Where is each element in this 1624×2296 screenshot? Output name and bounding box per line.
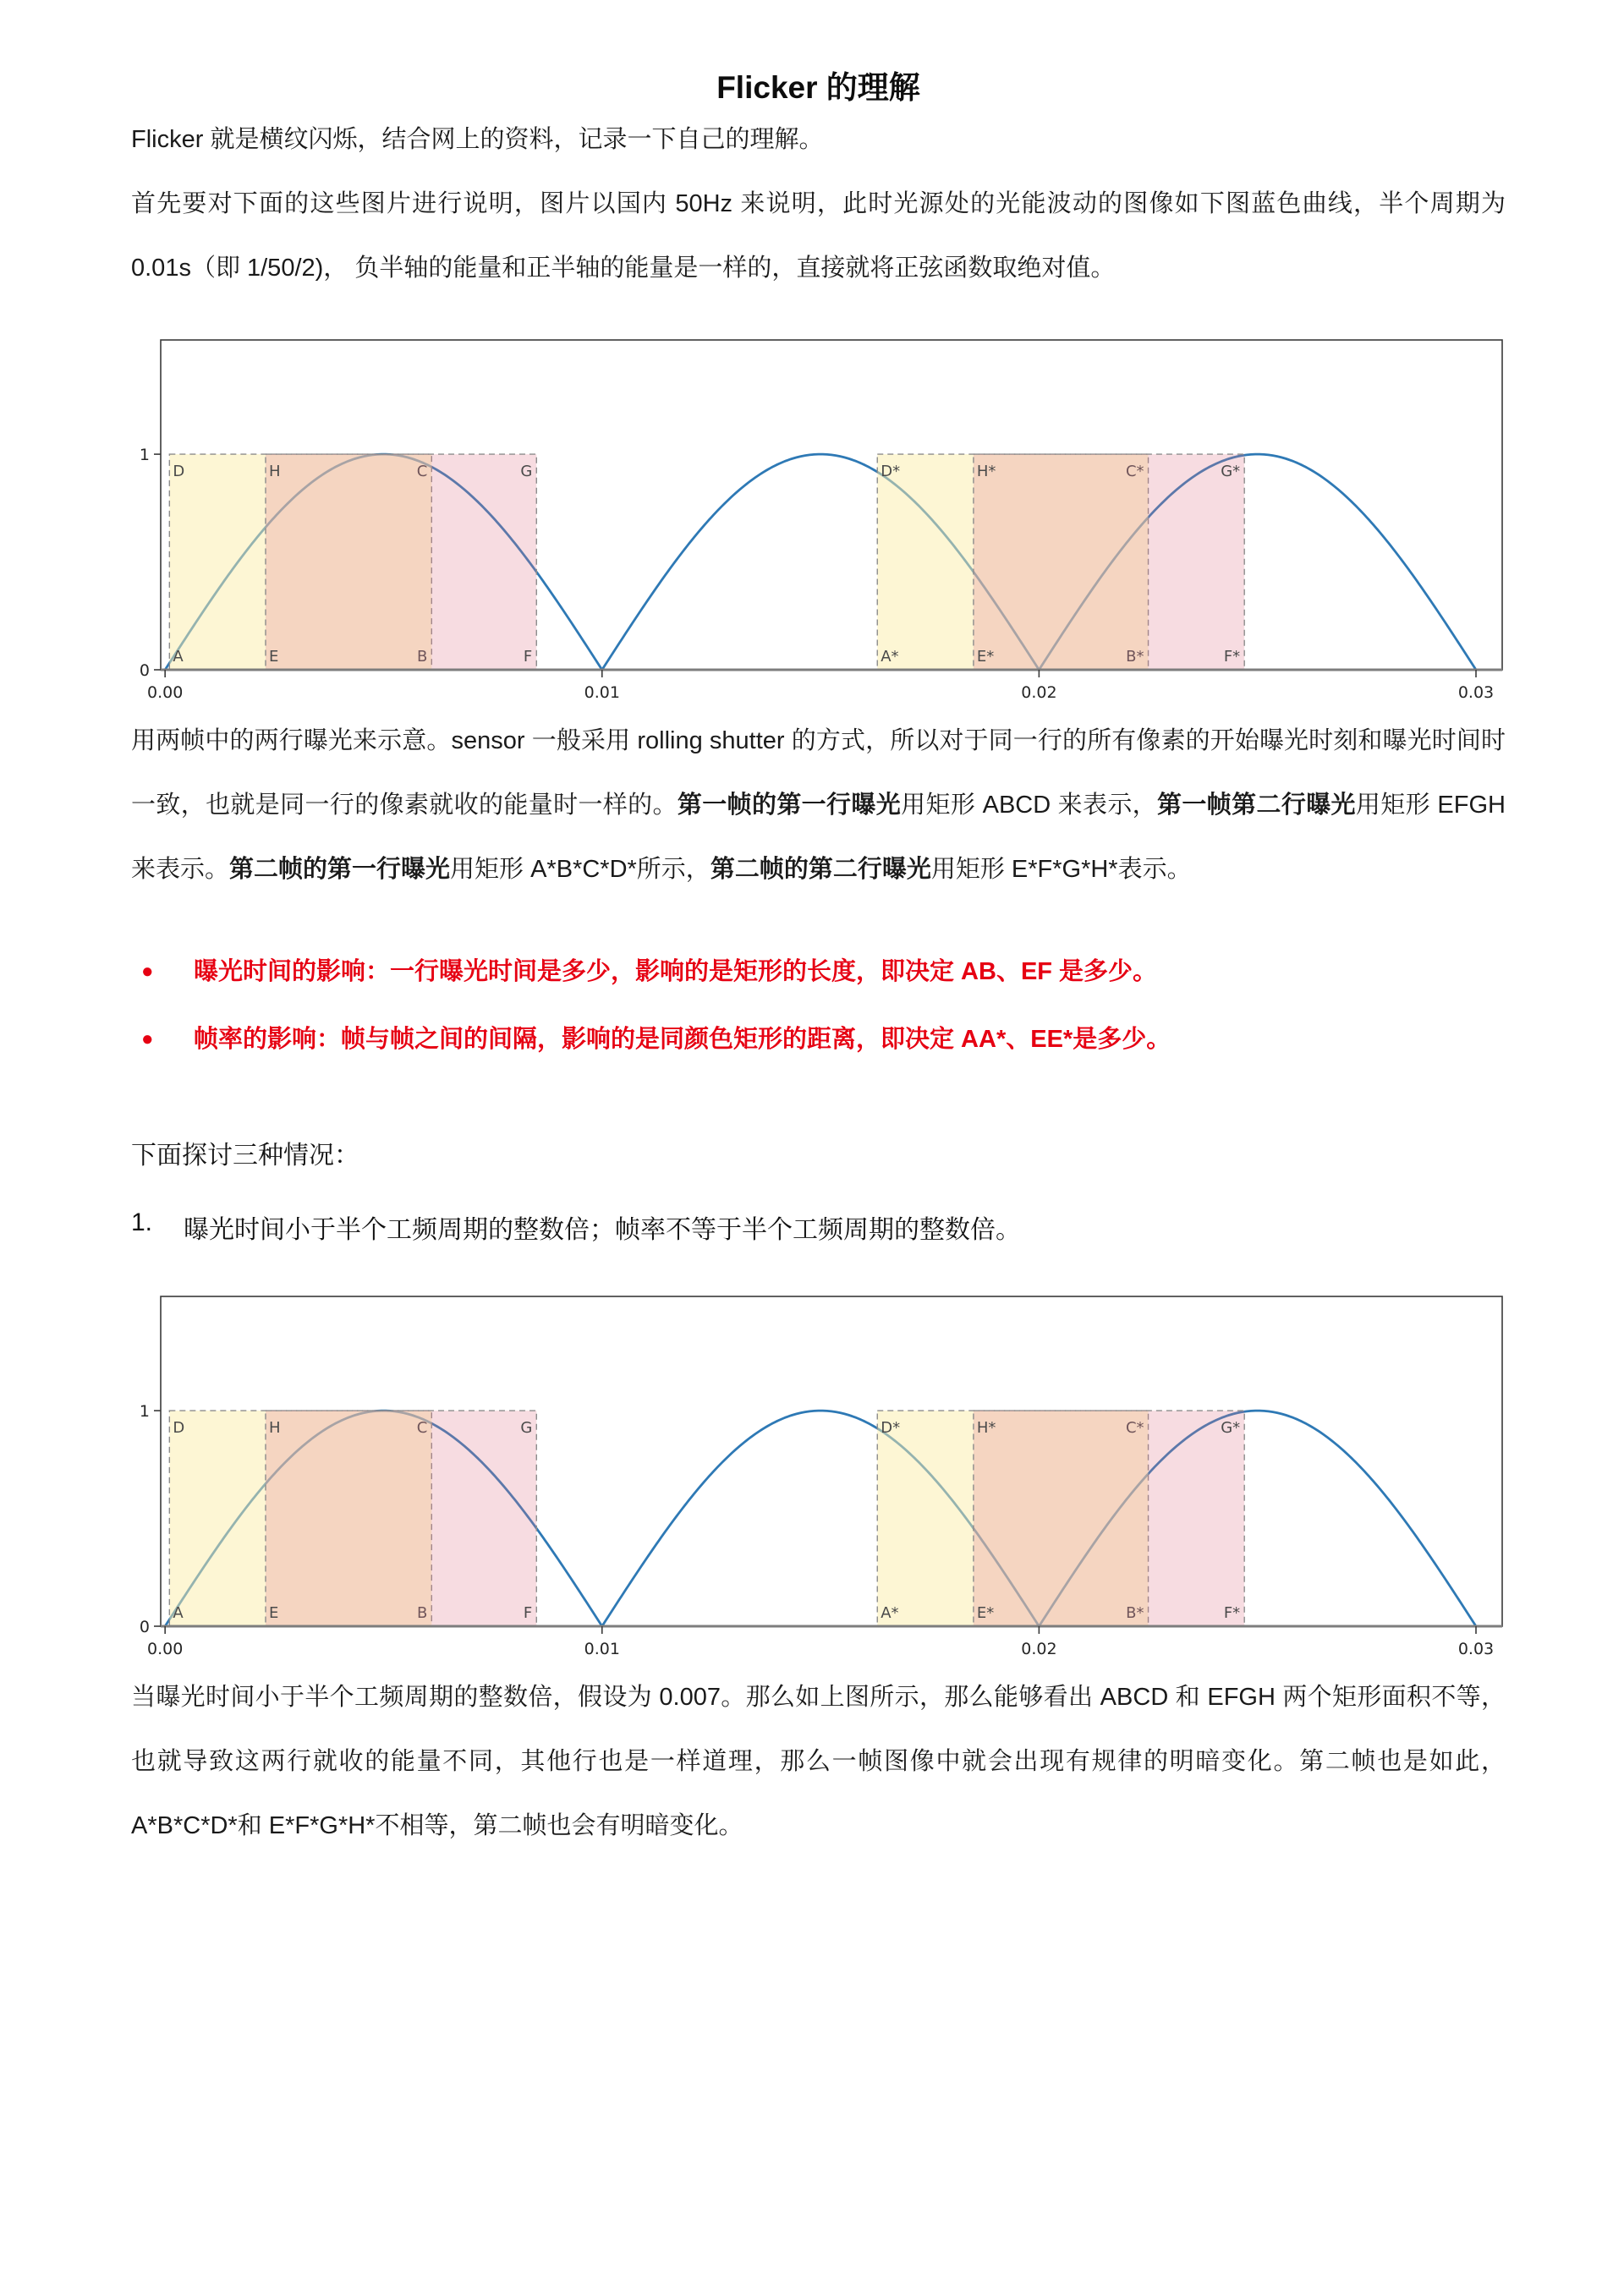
- rect-corner-label-F*: F*: [1223, 1603, 1241, 1622]
- text-segment-bold: 第一帧的第一行曝光: [677, 791, 902, 819]
- x-tick-label: 0.03: [1457, 683, 1495, 702]
- rect-corner-label-A*: A*: [881, 648, 899, 666]
- text-segment: 用矩形 E*F*G*H*表示。: [930, 855, 1192, 883]
- x-tick-label: 0.00: [147, 1639, 184, 1658]
- rect-corner-label-D*: D*: [881, 463, 901, 481]
- case-number: 1.: [131, 1208, 153, 1236]
- exposure-rect-E*F*G*H*: [974, 1411, 1244, 1626]
- text-segment: 用两帧中的两行曝光来示意。sensor 一般采用 rolling shutter 的方式，所以对于同一行的所有像素的开始曝光时刻和曝光时间时一致，也就是同一行的像素就收的能量时一样的。: [131, 727, 1506, 819]
- rect-corner-label-G: G: [520, 1419, 533, 1438]
- rect-corner-label-A: A: [173, 1603, 184, 1622]
- rect-corner-label-H*: H*: [976, 1419, 996, 1438]
- energy-waveform-chart-1: [129, 335, 1506, 710]
- rect-corner-label-F*: F*: [1223, 648, 1241, 666]
- bullet-frame-rate-effect: [131, 1022, 1506, 1056]
- text-segment: 用矩形 ABCD 来表示，: [901, 791, 1158, 819]
- energy-waveform-chart-2: [129, 1291, 1506, 1666]
- case-text: 曝光时间小于半个工频周期的整数倍；帧率不等于半个工频周期的整数倍。: [184, 1215, 1021, 1244]
- text-segment: 用矩形 A*B*C*D*所示，: [450, 855, 710, 883]
- paragraph-conclusion: 当曝光时间小于半个工频周期的整数倍，假设为 0.007。那么如上图所示，那么能够看出 ABCD 和 EFGH 两个矩形面积不等，也就导致这两行就收的能量不同，其他行也是一样道理，那么一帧图像中就会出现有规律的明暗变化。第二帧也是如此，A*B*C*D*和 E*F*G*H*不相等，第二帧也会有明暗变化。: [131, 1683, 1506, 1839]
- y-tick-label: 1: [139, 1402, 150, 1422]
- rect-corner-label-H: H: [268, 463, 281, 481]
- x-tick-label: 0.02: [1021, 683, 1057, 702]
- y-tick-label: 1: [139, 446, 150, 465]
- exposure-rect-EFGH: [266, 454, 536, 670]
- bullet-text: 帧率的影响：帧与帧之间的间隔，影响的是同颜色矩形的距离，即决定 AA*、EE*是多少。: [194, 1025, 1171, 1053]
- cases-intro-line: 下面探讨三种情况：: [131, 1141, 359, 1170]
- rect-corner-label-F: F: [523, 1603, 533, 1622]
- rect-corner-label-E*: E*: [976, 648, 995, 666]
- paragraph-intro: Flicker 就是横纹闪烁，结合网上的资料，记录一下自己的理解。: [131, 126, 824, 154]
- paragraph-setup: 首先要对下面的这些图片进行说明，图片以国内 50Hz 来说明，此时光源处的光能波动的图像如下图蓝色曲线，半个周期为 0.01s（即 1/50/2)， 负半轴的能量和正半轴的能量是一样的，直接就将正弦函数取绝对值。: [131, 190, 1506, 282]
- text-segment-bold: 第二帧的第一行曝光: [229, 855, 451, 883]
- x-tick-label: 0.01: [584, 1639, 620, 1658]
- rect-corner-label-G*: G*: [1221, 1419, 1241, 1438]
- rect-corner-label-F: F: [523, 648, 533, 666]
- text-segment-bold: 第一帧第二行曝光: [1157, 791, 1356, 819]
- exposure-rect-E*F*G*H*: [974, 454, 1244, 670]
- rect-corner-label-H: H: [268, 1419, 281, 1438]
- bullet-dot-icon: ●: [141, 959, 154, 983]
- x-tick-label: 0.03: [1457, 1639, 1495, 1658]
- rect-corner-label-H*: H*: [976, 463, 996, 481]
- highlight-bullet-list: [131, 955, 1506, 1056]
- rect-corner-label-G: G: [520, 463, 533, 481]
- x-tick-label: 0.02: [1021, 1639, 1057, 1658]
- x-tick-label: 0.01: [584, 683, 620, 702]
- chart-canvas: [129, 1291, 1507, 1662]
- bullet-dot-icon: ●: [141, 1027, 154, 1050]
- rect-corner-label-A: A: [173, 648, 184, 666]
- x-tick-label: 0.00: [147, 683, 184, 702]
- rect-corner-label-D: D: [173, 463, 185, 481]
- paragraph-exposure-description: [131, 710, 1506, 902]
- bullet-text: 曝光时间的影响：一行曝光时间是多少，影响的是矩形的长度，即决定 AB、EF 是多少。: [194, 957, 1158, 985]
- bullet-exposure-time-effect: [131, 955, 1506, 989]
- rect-corner-label-E: E: [268, 1603, 279, 1622]
- case-item-1: [131, 1208, 1506, 1246]
- y-tick-label: 0: [139, 1617, 150, 1636]
- rect-corner-label-D: D: [173, 1419, 185, 1438]
- rect-corner-label-G*: G*: [1221, 463, 1241, 481]
- rect-corner-label-D*: D*: [881, 1419, 901, 1438]
- text-segment-bold: 第二帧的第二行曝光: [710, 855, 931, 883]
- rect-corner-label-A*: A*: [881, 1603, 899, 1622]
- y-tick-label: 0: [139, 661, 150, 680]
- exposure-rect-EFGH: [266, 1411, 536, 1626]
- text-segment: 用矩形 EFGH 来表示。: [131, 791, 1506, 883]
- rect-corner-label-E: E: [268, 648, 279, 666]
- rect-corner-label-E*: E*: [976, 1603, 995, 1622]
- chart-canvas: [129, 335, 1507, 705]
- page-title: Flicker 的理解: [716, 70, 920, 105]
